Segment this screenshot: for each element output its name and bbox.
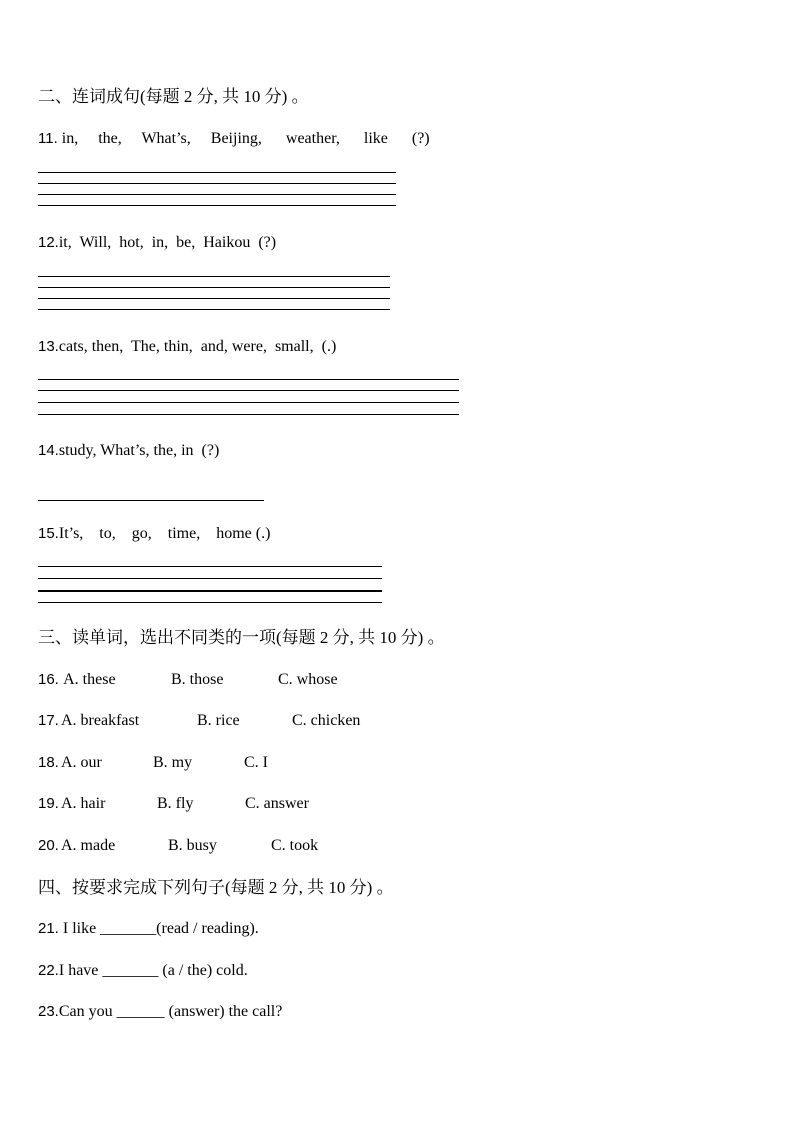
answer-line <box>38 379 459 380</box>
section-heading-4: 四、按要求完成下列句子(每题 2 分, 共 10 分) 。 <box>38 878 394 897</box>
answer-line <box>38 590 382 592</box>
question-15 <box>38 526 270 542</box>
question-text: It’s, to, go, time, home (.) <box>58 525 271 542</box>
question-13 <box>38 339 336 355</box>
question-12 <box>38 235 276 251</box>
option-c: C. took <box>271 837 319 854</box>
answer-line <box>38 194 396 195</box>
option-c: C. whose <box>278 671 338 688</box>
answer-line <box>38 602 382 603</box>
question-text: cats, then, The, thin, and, were, small, (.) <box>58 338 337 355</box>
answer-line <box>38 172 396 173</box>
answer-line <box>38 205 396 206</box>
question-number: 21. <box>38 920 59 937</box>
question-text: study, What’s, the, in (?) <box>58 442 220 459</box>
option-a: A. hair <box>61 795 106 812</box>
section-heading-2: 二、连词成句(每题 2 分, 共 10 分) 。 <box>38 87 309 106</box>
question-number: 11. <box>38 130 58 147</box>
answer-line <box>38 402 459 403</box>
question-11 <box>38 131 430 147</box>
option-a: A. breakfast <box>61 712 140 729</box>
option-a: A. our <box>61 754 102 771</box>
question-number: 14. <box>38 442 59 459</box>
question-number: 12. <box>38 234 59 251</box>
question-22 <box>38 963 248 979</box>
option-b: B. rice <box>197 712 240 729</box>
question-21 <box>38 921 259 937</box>
question-number: 16. <box>38 671 59 688</box>
question-number: 20. <box>38 837 59 854</box>
question-text: Can you ______ (answer) the call? <box>58 1003 283 1020</box>
option-a: A. made <box>61 837 116 854</box>
question-text: it, Will, hot, in, be, Haikou (?) <box>58 234 277 251</box>
answer-line <box>38 183 396 184</box>
question-14 <box>38 443 219 459</box>
answer-line <box>38 276 390 277</box>
option-a: A. these <box>60 671 116 688</box>
question-text: I like _______(read / reading). <box>58 920 259 937</box>
question-number: 17. <box>38 712 59 729</box>
option-c: C. answer <box>245 795 309 812</box>
option-b: B. those <box>171 671 224 688</box>
question-number: 13. <box>38 338 59 355</box>
answer-line <box>38 287 390 288</box>
section-heading-3: 三、读单词，选出不同类的一项(每题 2 分, 共 10 分) 。 <box>38 628 445 647</box>
option-c: C. I <box>244 754 268 771</box>
answer-line <box>38 500 264 501</box>
option-b: B. my <box>153 754 193 771</box>
answer-line <box>38 566 382 567</box>
question-23 <box>38 1004 282 1020</box>
question-text: I have _______ (a / the) cold. <box>58 962 248 979</box>
answer-line <box>38 309 390 310</box>
option-b: B. fly <box>157 795 194 812</box>
question-number: 23. <box>38 1003 59 1020</box>
question-text: in, the, What’s, Beijing, weather, like (?) <box>57 130 430 147</box>
question-number: 22. <box>38 962 59 979</box>
question-number: 15. <box>38 525 59 542</box>
option-c: C. chicken <box>292 712 361 729</box>
answer-line <box>38 578 382 579</box>
question-number: 19. <box>38 795 59 812</box>
answer-line <box>38 390 459 391</box>
question-number: 18. <box>38 754 59 771</box>
answer-line <box>38 414 459 415</box>
answer-line <box>38 298 390 299</box>
option-b: B. busy <box>168 837 217 854</box>
